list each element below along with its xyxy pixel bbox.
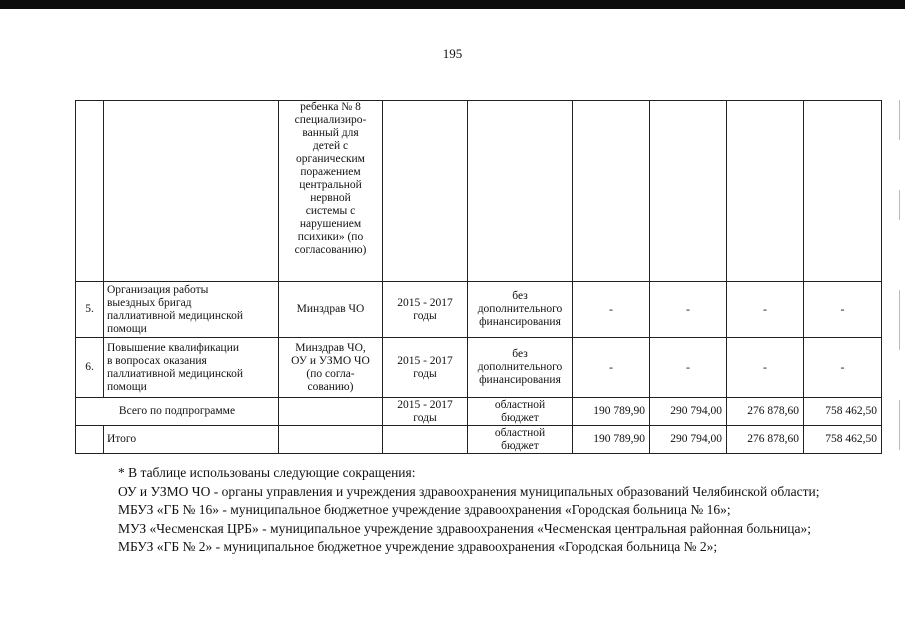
cell-name: [104, 101, 279, 282]
cell-funding-source: областной бюджет: [468, 426, 573, 454]
note-item: ОУ и УЗМО ЧО - органы управления и учреждения здравоохранения муниципальных образований Челябинской области;: [118, 483, 820, 499]
table-row-total: [76, 426, 882, 454]
table-row: [76, 282, 882, 338]
cell-value-2015: 190 789,90: [573, 426, 650, 454]
cell-value-2015: 190 789,90: [573, 398, 650, 426]
cell-value-2016: 290 794,00: [650, 398, 727, 426]
note-item: МБУЗ «ГБ № 16» - муниципальное бюджетное учреждение здравоохранения «Городская больница № 16»;: [118, 502, 731, 517]
program-measures-table: [75, 100, 882, 454]
cell-value-total: 758 462,50: [804, 398, 882, 426]
cell-executor: Минздрав ЧО: [279, 282, 383, 338]
cell-value-total: 758 462,50: [804, 426, 882, 454]
cell-subtotal-label: Всего по подпрограмме: [76, 398, 279, 426]
cell-num: [76, 101, 104, 282]
cell-value-2015: -: [573, 338, 650, 398]
cell-period: 2015 - 2017 годы: [383, 398, 468, 426]
cell-period: 2015 - 2017 годы: [383, 282, 468, 338]
abbreviations-notes: [104, 464, 882, 557]
cell-name: Повышение квалификации в вопросах оказания паллиативной медицинской помощи: [104, 338, 279, 398]
cell-executor: Минздрав ЧО, ОУ и УЗМО ЧО (по согла- сованию): [279, 338, 383, 398]
cell-funding-source: без дополнительного финансирования: [468, 338, 573, 398]
cell-funding-source: областной бюджет: [468, 398, 573, 426]
scan-edge-marks: [897, 80, 903, 540]
cell-name: Организация работы выездных бригад паллиативной медицинской помощи: [104, 282, 279, 338]
note-item: МУЗ «Чесменская ЦРБ» - муниципальное учреждение здравоохранения «Чесменская центральная районная больница»;: [118, 520, 811, 536]
cell-period: 2015 - 2017 годы: [383, 338, 468, 398]
table-row: [76, 338, 882, 398]
cell-measure-continuation: ребенка № 8 специализиро- ванный для детей с органическим поражением центральной нервной системы с нарушением психики» (по согласованию): [279, 101, 383, 282]
notes-intro: * В таблице использованы следующие сокращения:: [118, 465, 416, 480]
note-item: МБУЗ «ГБ № 2» - муниципальное бюджетное учреждение здравоохранения «Городская больница № 2»;: [118, 539, 718, 554]
cell-total-label: Итого: [104, 426, 279, 454]
cell-num: 5.: [76, 282, 104, 338]
cell-value-2016: 290 794,00: [650, 426, 727, 454]
cell-value-total: -: [804, 338, 882, 398]
cell-value-2017: 276 878,60: [727, 426, 804, 454]
scan-top-border: [0, 0, 905, 9]
page-number: 195: [442, 46, 463, 61]
cell-value-2016: -: [650, 282, 727, 338]
cell-value-total: -: [804, 282, 882, 338]
cell-value-2015: -: [573, 282, 650, 338]
cell-num: 6.: [76, 338, 104, 398]
cell-value-2017: -: [727, 338, 804, 398]
table-row-continuation: [76, 101, 882, 282]
cell-value-2016: -: [650, 338, 727, 398]
cell-funding-source: без дополнительного финансирования: [468, 282, 573, 338]
cell-value-2017: -: [727, 282, 804, 338]
table-row-subtotal: [76, 398, 882, 426]
cell-value-2017: 276 878,60: [727, 398, 804, 426]
